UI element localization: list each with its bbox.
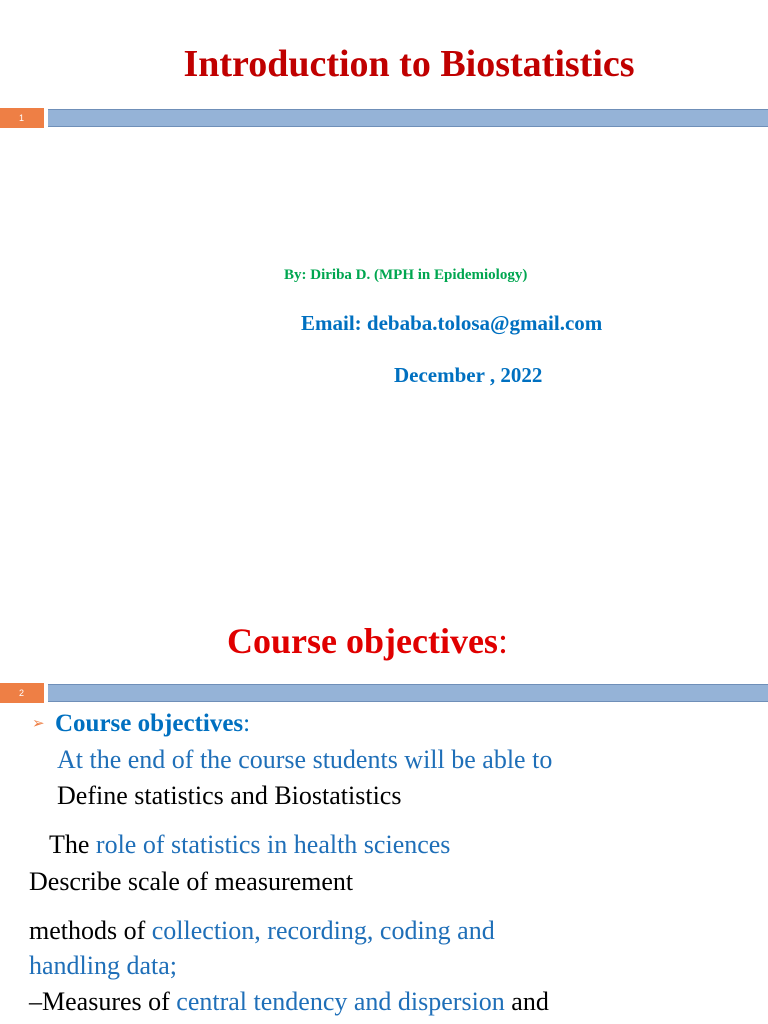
bullet-arrow-icon: ➢ — [32, 716, 45, 732]
objective-role-highlight: role of statistics in health sciences — [95, 830, 451, 859]
slide-1-bar-separator — [44, 109, 48, 127]
slide-1-number: 1 — [0, 108, 44, 128]
objective-role-of-statistics — [49, 829, 450, 861]
objective-define-statistics: Define statistics and Biostatistics — [57, 781, 402, 810]
author-line: By: Diriba D. (MPH in Epidemiology) — [284, 267, 528, 283]
objective-methods-highlight: collection, recording, coding and — [151, 916, 495, 945]
email-line: Email: debaba.tolosa@gmail.com — [301, 311, 603, 335]
objective-measures-line — [29, 986, 549, 1018]
objective-methods-prefix: methods of — [29, 916, 152, 945]
slide-1-header-bar — [0, 109, 768, 127]
slide-2-title — [227, 619, 508, 663]
date-line: December , 2022 — [394, 363, 543, 387]
slide-2-header-bar — [0, 684, 768, 702]
slide-2-title-colon: : — [497, 621, 508, 661]
slide-1-title: Introduction to Biostatistics — [183, 43, 635, 85]
objective-role-prefix: The — [49, 830, 96, 859]
objective-methods-line — [29, 915, 495, 947]
objectives-heading — [55, 708, 250, 740]
objective-measures-highlight: central tendency and dispersion — [176, 987, 505, 1016]
slide-2-number: 2 — [0, 683, 44, 703]
slide-2-title-text: Course objectives — [227, 621, 498, 661]
objective-handling-data: handling data; — [29, 951, 178, 980]
objective-scale-of-measurement: Describe scale of measurement — [29, 867, 354, 896]
objectives-intro: At the end of the course students will be able to — [57, 745, 553, 774]
objectives-heading-colon: : — [243, 710, 251, 737]
objectives-heading-bold: Course objectives — [55, 710, 244, 737]
objective-measures-suffix: and — [504, 987, 549, 1016]
slide-2-bar-separator — [44, 684, 48, 702]
objective-measures-prefix: –Measures of — [29, 987, 177, 1016]
